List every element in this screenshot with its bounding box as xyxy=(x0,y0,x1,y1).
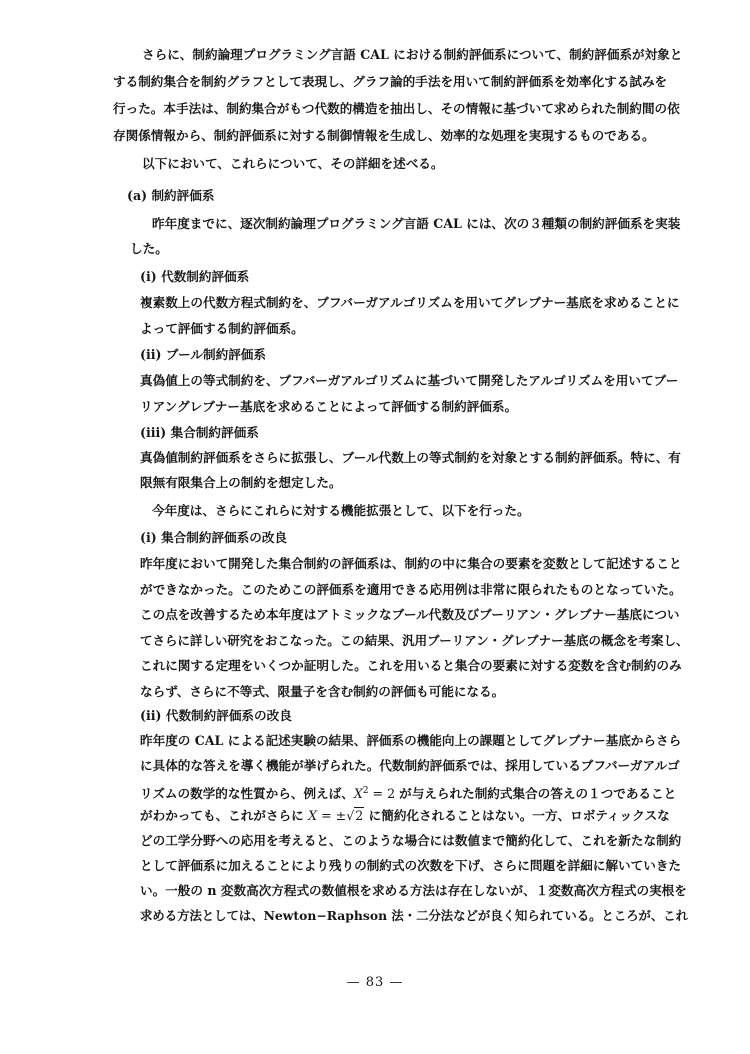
improvement-i-label: (i) 集合制約評価系の改良 xyxy=(140,530,288,545)
improvement-i-line-5: これに関する定理をいくつか証明した。これを用いると集合の要素に対する変数を含む制約のみ xyxy=(140,658,682,673)
section-a-line-2: した。 xyxy=(130,241,168,256)
improvement-i-line-3: この点を改善するため本年度はアトミックなブール代数及びブーリアン・グレブナー基底につい xyxy=(140,607,680,622)
improvement-i-line-4: てさらに詳しい研究をおこなった。この結果、汎用ブーリアン・グレブナー基底の概念を考案し、 xyxy=(140,633,689,648)
improvement-ii-line-1: 昨年度の CAL による記述実験の結果、評価系の機能向上の課題としてグレブナー基底からさら xyxy=(140,733,682,748)
improvement-ii-line-7: い。一般の n 変数高次方程式の数値根を求める方法は存在しないが、１変数高次方程式の実根を xyxy=(140,883,687,898)
improvement-ii-line-6: として評価系に加えることにより残りの制約式の次数を下げ、さらに問題を詳細に解いていきた xyxy=(140,858,682,873)
this-year-paragraph: 今年度は、さらにこれらに対する機能拡張として、以下を行った。 xyxy=(152,503,530,518)
section-a-line-1: 昨年度までに、逐次制約論理プログラミング言語 CAL には、次の３種類の制約評価系を実装 xyxy=(152,216,681,231)
item-iii-label: (iii) 集合制約評価系 xyxy=(140,425,259,440)
improvement-i-line-6: ならず、さらに不等式、限量子を含む制約の評価も可能になる。 xyxy=(140,684,505,699)
item-ii-line-2: リアングレブナー基底を求めることによって評価する制約評価系。 xyxy=(140,399,518,414)
line4-post: に簡約化されることはない。一方、ロボティックスな xyxy=(364,808,670,823)
variable-x: X xyxy=(353,786,363,802)
line3-post: が与えられた制約式集合の答えの１つであること xyxy=(399,786,677,802)
equation-rhs: = 2 xyxy=(368,786,400,802)
item-i-label: (i) 代数制約評価系 xyxy=(140,269,250,284)
item-i-line-2: よって評価する制約評価系。 xyxy=(140,321,304,336)
line4-pre: がわかっても、これがさらに xyxy=(140,808,309,823)
sqrt-radicand: 2 xyxy=(355,808,364,823)
intro-line-1: さらに、制約論理プログラミング言語 CAL における制約評価系について、制約評価系が対象と xyxy=(142,47,683,62)
intro-line-3: 行った。本手法は、制約集合がもつ代数的構造を抽出し、その情報に基づいて求められた制約間の依 xyxy=(113,101,680,116)
section-a-heading: (a) 制約評価系 xyxy=(127,188,215,203)
variable-x-2: X xyxy=(308,808,318,823)
improvement-ii-line-5: どの工学分野への応用を考えると、このような場合には数値まで簡約化して、これを新たな制約 xyxy=(140,833,682,848)
improvement-ii-line-3 xyxy=(140,783,676,802)
improvement-ii-line-8: 求める方法としては、Newton−Raphson 法・二分法などが良く知られている。ところが、これ xyxy=(140,908,688,923)
item-i-line-1: 複素数上の代数方程式制約を、ブフバーガアルゴリズムを用いてグレブナー基底を求めることに xyxy=(140,295,680,310)
improvement-ii-label: (ii) 代数制約評価系の改良 xyxy=(140,708,292,723)
improvement-ii-line-4 xyxy=(140,808,670,824)
plus-minus: = ± xyxy=(317,808,347,823)
intro-line-2: する制約集合を制約グラフとして表現し、グラフ論的手法を用いて制約評価系を効率化する試みを xyxy=(113,74,668,89)
line3-pre: リズムの数学的な性質から、例えば、 xyxy=(140,786,354,802)
sqrt-sign: √ xyxy=(346,808,355,823)
improvement-i-line-1: 昨年度において開発した集合制約の評価系は、制約の中に集合の要素を変数として記述すること xyxy=(140,556,682,571)
improvement-i-line-2: ができなかった。このためこの評価系を適用できる応用例は非常に限られたものとなっていた。 xyxy=(140,582,682,597)
intro-line-4: 存関係情報から、制約評価系に対する制御情報を生成し、効率的な処理を実現するものである。 xyxy=(113,128,655,143)
item-ii-line-1: 真偽値上の等式制約を、ブフバーガアルゴリズムに基づいて開発したアルゴリズムを用いてブー xyxy=(140,373,679,388)
superscript-two: 2 xyxy=(362,786,369,796)
intro-paragraph-2: 以下において、これらについて、その詳細を述べる。 xyxy=(142,156,444,171)
item-ii-label: (ii) ブール制約評価系 xyxy=(140,347,266,362)
item-iii-line-1: 真偽値制約評価系をさらに拡張し、ブール代数上の等式制約を対象とする制約評価系。特に、有 xyxy=(140,450,681,465)
improvement-ii-line-2: に具体的な答えを導く機能が挙げられた。代数制約評価系では、採用しているブフバーガアルゴ xyxy=(140,758,680,773)
page-number: — 83 — xyxy=(346,975,404,990)
item-iii-line-2: 限無有限集合上の制約を想定した。 xyxy=(140,475,342,490)
